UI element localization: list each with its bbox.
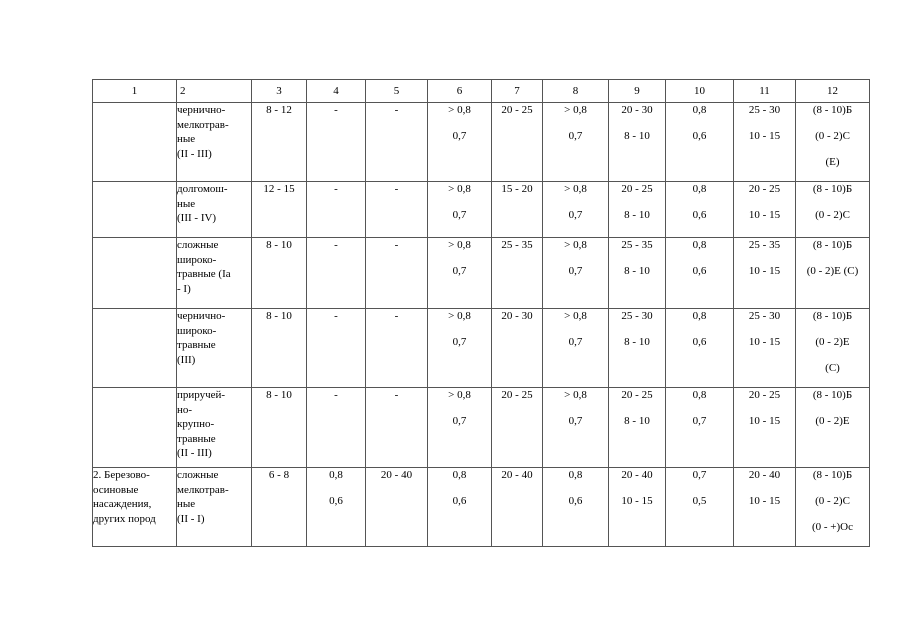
value-cell-8 (543, 103, 609, 182)
cell-line: 10 - 15 (748, 209, 781, 221)
cell-line: 20 - 25 (501, 104, 533, 116)
cell-line: (0 - +)Ос (811, 521, 854, 533)
value-cell-3 (252, 182, 307, 238)
cell-line: (II - III) (177, 447, 212, 459)
cell-line: > 0,8 (448, 389, 471, 401)
cell-line: 0,7 (568, 209, 583, 221)
column-header: 9 (609, 80, 666, 103)
value-cell-3 (252, 468, 307, 547)
cell-line: 8 - 10 (266, 389, 292, 401)
forest-type-cell (177, 103, 252, 182)
value-cell-10 (666, 388, 734, 468)
cell-line: 0,7 (452, 336, 467, 348)
cell-line: 20 - 25 (621, 183, 653, 195)
cell-line: 8 - 10 (266, 239, 292, 251)
cell-line: 2. Березово- (93, 469, 150, 481)
value-cell-3 (252, 103, 307, 182)
cell-line: 0,8 (568, 469, 583, 481)
cell-line: 0,7 (568, 265, 583, 277)
cell-line: 0,6 (692, 336, 707, 348)
column-header: 10 (666, 80, 734, 103)
composition-cell (796, 309, 870, 388)
cell-line: - (334, 239, 338, 251)
cell-line: (II - I) (177, 512, 205, 525)
value-cell-9 (609, 388, 666, 468)
value-cell-11 (734, 468, 796, 547)
value-cell-6 (428, 182, 492, 238)
value-cell-6 (428, 103, 492, 182)
cell-line: (Е) (825, 156, 840, 168)
column-header: 3 (252, 80, 307, 103)
value-cell-8 (543, 309, 609, 388)
cell-line: 10 - 15 (748, 415, 781, 427)
cell-line: 0,8 (692, 104, 707, 116)
cell-line: мелкотрав- (177, 483, 229, 496)
cell-line: 25 - 30 (621, 310, 653, 322)
cell-line: > 0,8 (448, 183, 471, 195)
cell-line: 15 - 20 (501, 183, 533, 195)
column-header: 12 (796, 80, 870, 103)
cell-line: сложные (177, 239, 219, 251)
stand-type-cell (93, 309, 177, 388)
cell-line: 25 - 35 (501, 239, 533, 251)
cell-line: - (394, 310, 399, 322)
value-cell-9 (609, 468, 666, 547)
forest-type-cell (177, 468, 252, 547)
value-cell-4 (307, 388, 366, 468)
cell-line: 20 - 25 (621, 389, 653, 401)
cell-line: травные (177, 432, 216, 445)
value-cell-9 (609, 103, 666, 182)
cell-line: крупно- (177, 418, 215, 430)
value-cell-9 (609, 309, 666, 388)
value-cell-10 (666, 468, 734, 547)
cell-line: насаждения, (93, 498, 152, 510)
cell-line: (8 - 10)Б (812, 239, 853, 251)
cell-line: - (334, 104, 338, 116)
cell-line: 0,6 (452, 495, 467, 507)
value-cell-4 (307, 468, 366, 547)
value-cell-6 (428, 309, 492, 388)
cell-line: чернично- (177, 104, 226, 116)
value-cell-8 (543, 468, 609, 547)
value-cell-7 (492, 309, 543, 388)
value-cell-8 (543, 388, 609, 468)
table-row (93, 468, 870, 547)
cell-line: (0 - 2)Е (С) (806, 265, 859, 277)
value-cell-7 (492, 468, 543, 547)
value-cell-5 (366, 238, 428, 309)
column-header: 8 (543, 80, 609, 103)
column-number-row (93, 80, 870, 103)
cell-line: (III - IV) (177, 212, 217, 224)
cell-line: 0,8 (692, 310, 707, 322)
cell-line: > 0,8 (448, 239, 471, 251)
cell-line: (0 - 2)Е (815, 336, 850, 348)
forest-type-cell (177, 388, 252, 468)
cell-line: - (334, 183, 338, 195)
table-row (93, 238, 870, 309)
composition-cell (796, 468, 870, 547)
cell-line: 8 - 12 (266, 104, 292, 116)
cell-line: 0,8 (329, 469, 343, 481)
value-cell-10 (666, 103, 734, 182)
forest-type-cell (177, 238, 252, 309)
cell-line: (III) (177, 353, 196, 366)
value-cell-7 (492, 182, 543, 238)
cell-line: других пород (93, 512, 156, 525)
value-cell-3 (252, 238, 307, 309)
value-cell-3 (252, 388, 307, 468)
cell-line: - I) (177, 282, 191, 295)
cell-line: 8 - 10 (266, 310, 292, 322)
cell-line: > 0,8 (564, 310, 587, 322)
composition-cell (796, 182, 870, 238)
cell-line: 0,7 (692, 415, 707, 427)
cell-line: 8 - 10 (624, 209, 650, 221)
cell-line: > 0,8 (564, 104, 587, 116)
value-cell-11 (734, 388, 796, 468)
cell-line: широко- (177, 324, 217, 337)
value-cell-5 (366, 103, 428, 182)
value-cell-5 (366, 182, 428, 238)
cell-line: травные (177, 339, 216, 351)
cell-line: 0,7 (452, 209, 467, 221)
cell-line: 0,7 (452, 265, 467, 277)
cell-line: (С) (825, 362, 840, 374)
cell-line: (0 - 2)С (815, 209, 850, 221)
cell-line: 20 - 25 (748, 389, 781, 401)
cell-line: осиновые (93, 483, 139, 496)
table-row (93, 103, 870, 182)
cell-line: 6 - 8 (268, 469, 290, 481)
stand-type-cell (93, 103, 177, 182)
cell-line: 25 - 35 (621, 239, 653, 251)
column-header: 7 (492, 80, 543, 103)
cell-line: 10 - 15 (748, 130, 781, 142)
cell-line: 10 - 15 (748, 495, 781, 507)
cell-line: > 0,8 (448, 104, 471, 116)
value-cell-8 (543, 182, 609, 238)
cell-line: 0,6 (692, 209, 707, 221)
value-cell-6 (428, 468, 492, 547)
cell-line: (8 - 10)Б (812, 310, 853, 322)
cell-line: ные (177, 498, 196, 510)
cell-line: > 0,8 (564, 389, 587, 401)
cell-line: долгомош- (177, 183, 228, 195)
cell-line: - (394, 104, 399, 116)
value-cell-7 (492, 388, 543, 468)
cell-line: 20 - 40 (621, 469, 653, 481)
cell-line: приручей- (177, 389, 226, 401)
cell-line: 20 - 30 (501, 310, 533, 322)
stand-type-cell (93, 388, 177, 468)
cell-line: ные (177, 133, 196, 145)
value-cell-7 (492, 103, 543, 182)
cell-line: 8 - 10 (624, 130, 650, 142)
column-header: 1 (93, 80, 177, 103)
cell-line: чернично- (177, 310, 226, 322)
cell-line: (8 - 10)Б (812, 183, 853, 195)
cell-line: 8 - 10 (624, 265, 650, 277)
cell-line: 8 - 10 (624, 336, 650, 348)
cell-line: 0,7 (568, 336, 583, 348)
cell-line: 25 - 30 (748, 104, 781, 116)
cell-line: 0,7 (452, 415, 467, 427)
value-cell-5 (366, 309, 428, 388)
value-cell-10 (666, 182, 734, 238)
cell-line: травные (Ia (177, 268, 231, 280)
column-header: 5 (366, 80, 428, 103)
column-header: 2 (177, 80, 252, 103)
column-header: 6 (428, 80, 492, 103)
cell-line: 0,5 (692, 495, 707, 507)
cell-line: ные (177, 197, 196, 210)
cell-line: (II - III) (177, 147, 212, 160)
value-cell-8 (543, 238, 609, 309)
cell-line: 0,6 (568, 495, 583, 507)
value-cell-3 (252, 309, 307, 388)
cell-line: 10 - 15 (748, 265, 781, 277)
value-cell-6 (428, 388, 492, 468)
table-row (93, 388, 870, 468)
value-cell-10 (666, 238, 734, 309)
value-cell-4 (307, 309, 366, 388)
stand-type-cell (93, 468, 177, 547)
table-row (93, 309, 870, 388)
cell-line: 0,8 (692, 389, 707, 401)
value-cell-4 (307, 103, 366, 182)
column-header: 11 (734, 80, 796, 103)
cell-line: широко- (177, 253, 217, 266)
cell-line: 0,6 (329, 495, 343, 507)
cell-line: 20 - 30 (621, 104, 653, 116)
cell-line: 0,8 (692, 239, 707, 251)
value-cell-4 (307, 238, 366, 309)
cell-line: > 0,8 (564, 239, 587, 251)
cell-line: 0,7 (568, 130, 583, 142)
composition-cell (796, 238, 870, 309)
table-row (93, 182, 870, 238)
value-cell-9 (609, 238, 666, 309)
forest-standards-table (92, 79, 870, 547)
value-cell-5 (366, 468, 428, 547)
value-cell-11 (734, 103, 796, 182)
cell-line: (8 - 10)Б (812, 104, 853, 116)
value-cell-11 (734, 309, 796, 388)
cell-line: (0 - 2)С (815, 130, 850, 142)
cell-line: (0 - 2)С (815, 495, 850, 507)
cell-line: сложные (177, 469, 219, 481)
cell-line: (0 - 2)Е (815, 415, 850, 427)
cell-line: - (394, 389, 399, 401)
cell-line: но- (177, 403, 193, 416)
cell-line: 25 - 35 (748, 239, 781, 251)
forest-type-cell (177, 182, 252, 238)
cell-line: 0,7 (452, 130, 467, 142)
cell-line: (8 - 10)Б (812, 389, 853, 401)
column-header: 4 (307, 80, 366, 103)
value-cell-5 (366, 388, 428, 468)
value-cell-6 (428, 238, 492, 309)
cell-line: - (394, 239, 399, 251)
cell-line: 20 - 25 (501, 389, 533, 401)
cell-line: 8 - 10 (624, 415, 650, 427)
cell-line: 0,8 (692, 183, 707, 195)
cell-line: - (394, 183, 399, 195)
cell-line: 12 - 15 (263, 183, 295, 195)
stand-type-cell (93, 238, 177, 309)
cell-line: - (334, 389, 338, 401)
value-cell-4 (307, 182, 366, 238)
cell-line: 0,7 (692, 469, 707, 481)
cell-line: 20 - 40 (380, 469, 413, 481)
cell-line: - (334, 310, 338, 322)
cell-line: 20 - 40 (748, 469, 781, 481)
cell-line: (8 - 10)Б (812, 469, 853, 481)
cell-line: > 0,8 (448, 310, 471, 322)
cell-line: 20 - 40 (501, 469, 533, 481)
value-cell-11 (734, 182, 796, 238)
cell-line: мелкотрав- (177, 118, 229, 131)
composition-cell (796, 388, 870, 468)
cell-line: 0,6 (692, 130, 707, 142)
cell-line: > 0,8 (564, 183, 587, 195)
cell-line: 10 - 15 (621, 495, 653, 507)
stand-type-cell (93, 182, 177, 238)
value-cell-9 (609, 182, 666, 238)
cell-line: 0,6 (692, 265, 707, 277)
cell-line: 0,7 (568, 415, 583, 427)
value-cell-11 (734, 238, 796, 309)
cell-line: 10 - 15 (748, 336, 781, 348)
value-cell-7 (492, 238, 543, 309)
cell-line: 20 - 25 (748, 183, 781, 195)
cell-line: 25 - 30 (748, 310, 781, 322)
composition-cell (796, 103, 870, 182)
value-cell-10 (666, 309, 734, 388)
cell-line: 0,8 (452, 469, 467, 481)
forest-type-cell (177, 309, 252, 388)
